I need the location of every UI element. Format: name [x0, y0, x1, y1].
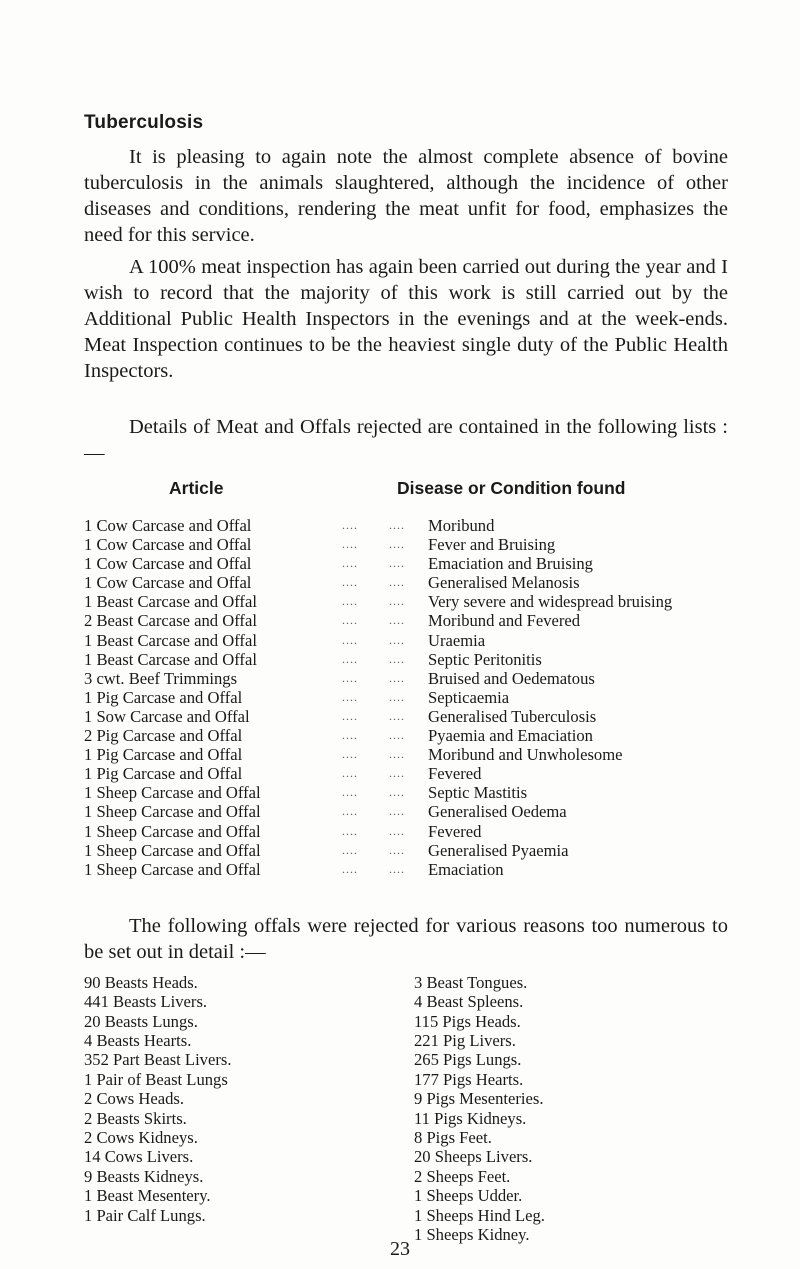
list-item: 2 Cows Heads.: [84, 1089, 185, 1109]
leader-dots: ....: [389, 804, 405, 819]
table-row: [84, 669, 728, 688]
row-article: 1 Sheep Carcase and Offal: [84, 783, 261, 803]
row-article: 1 Sheep Carcase and Offal: [84, 859, 261, 879]
offals-right-column: [414, 973, 545, 1245]
leader-dots: ....: [389, 632, 405, 647]
leader-dots: ....: [389, 842, 405, 857]
details-section: [84, 414, 728, 879]
row-article: 1 Cow Carcase and Offal: [84, 573, 252, 593]
leader-dots: ....: [389, 766, 405, 781]
list-item: 8 Pigs Feet.: [414, 1128, 492, 1148]
row-disease: Generalised Tuberculosis: [428, 706, 597, 726]
leader-dots: ....: [342, 537, 358, 552]
row-article: 1 Sow Carcase and Offal: [84, 706, 250, 726]
list-item: 4 Beasts Hearts.: [84, 1031, 192, 1050]
table-row: [84, 707, 728, 726]
paragraph-1: It is pleasing to again note the almost complete absence of bovine tuberculosis in the animals slaughtered, although the incidence of other diseases and conditions, rendering the meat unfit for food, emphasizes the need for this service.: [84, 146, 728, 246]
row-article: 2 Beast Carcase and Offal: [84, 611, 257, 631]
leader-dots: ....: [342, 613, 358, 628]
row-article: 1 Beast Carcase and Offal: [84, 592, 257, 612]
leader-dots: ....: [342, 594, 358, 609]
table-row: [84, 783, 728, 802]
table-row: [84, 573, 728, 592]
list-item: 1 Sheeps Hind Leg.: [414, 1205, 545, 1225]
list-item: 90 Beasts Heads.: [84, 972, 198, 992]
list-item: 1 Pair Calf Lungs.: [84, 1205, 206, 1225]
row-disease: Fever and Bruising: [428, 535, 556, 555]
row-disease: Pyaemia and Emaciation: [428, 726, 593, 746]
table-row: [84, 822, 728, 841]
offals-left-column: [84, 973, 231, 1225]
list-item: 1 Sheeps Kidney.: [414, 1225, 530, 1245]
section-title: Tuberculosis: [84, 112, 204, 133]
table-row: [84, 554, 728, 573]
leader-dots: ....: [342, 651, 358, 666]
numerous-intro: The following offals were rejected for various reasons too numerous to be set out in detail :—: [84, 914, 728, 963]
row-article: 1 Sheep Carcase and Offal: [84, 821, 261, 841]
list-item: 2 Sheeps Feet.: [414, 1166, 511, 1186]
table-row: [84, 745, 728, 764]
leader-dots: ....: [342, 708, 358, 723]
row-disease: Bruised and Oedematous: [428, 668, 595, 688]
row-article: 1 Sheep Carcase and Offal: [84, 840, 261, 860]
leader-dots: ....: [389, 556, 405, 571]
list-item: 2 Beasts Skirts.: [84, 1108, 187, 1128]
leader-dots: ....: [342, 842, 358, 857]
row-article: 1 Cow Carcase and Offal: [84, 535, 252, 555]
row-disease: Generalised Pyaemia: [428, 840, 569, 860]
row-disease: Septic Peritonitis: [428, 649, 542, 669]
leader-dots: ....: [342, 670, 358, 685]
row-article: 2 Pig Carcase and Offal: [84, 726, 243, 746]
leader-dots: ....: [389, 651, 405, 666]
list-item: 9 Pigs Mesenteries.: [414, 1089, 544, 1109]
leader-dots: ....: [342, 747, 358, 762]
row-disease: Moribund: [428, 516, 495, 535]
details-intro: Details of Meat and Offals rejected are contained in the following lists :—: [84, 416, 728, 464]
list-item: 11 Pigs Kidneys.: [414, 1108, 527, 1128]
numerous-section: [84, 913, 728, 1245]
table-row: [84, 516, 728, 535]
rejection-table: [84, 516, 728, 879]
table-header: [84, 478, 728, 502]
row-article: 1 Cow Carcase and Offal: [84, 516, 252, 535]
leader-dots: ....: [389, 823, 405, 838]
row-disease: Very severe and widespread bruising: [428, 592, 673, 612]
row-disease: Moribund and Fevered: [428, 611, 581, 631]
row-article: 1 Pig Carcase and Offal: [84, 764, 243, 784]
row-disease: Fevered: [428, 764, 482, 784]
leader-dots: ....: [342, 556, 358, 571]
row-disease: Septic Mastitis: [428, 783, 528, 803]
leader-dots: ....: [389, 708, 405, 723]
row-article: 1 Sheep Carcase and Offal: [84, 802, 261, 822]
document-page: [84, 112, 728, 1245]
list-item: 352 Part Beast Livers.: [84, 1050, 232, 1070]
table-row: [84, 650, 728, 669]
row-disease: Fevered: [428, 821, 482, 841]
row-article: 1 Beast Carcase and Offal: [84, 630, 257, 650]
row-article: 1 Pig Carcase and Offal: [84, 745, 243, 765]
leader-dots: ....: [389, 537, 405, 552]
list-item: 14 Cows Livers.: [84, 1147, 194, 1167]
leader-dots: ....: [342, 728, 358, 743]
row-article: 3 cwt. Beef Trimmings: [84, 668, 238, 688]
list-item: 2 Cows Kidneys.: [84, 1128, 198, 1148]
leader-dots: ....: [342, 785, 358, 800]
header-disease: Disease or Condition found: [397, 478, 626, 498]
leader-dots: ....: [342, 861, 358, 876]
table-row: [84, 611, 728, 630]
table-row: [84, 592, 728, 611]
table-row: [84, 802, 728, 821]
row-disease: Moribund and Unwholesome: [428, 745, 623, 765]
list-item: 9 Beasts Kidneys.: [84, 1166, 204, 1186]
list-item: 265 Pigs Lungs.: [414, 1050, 522, 1070]
leader-dots: ....: [342, 823, 358, 838]
leader-dots: ....: [389, 689, 405, 704]
list-item: 221 Pig Livers.: [414, 1031, 516, 1050]
table-row: [84, 860, 728, 879]
leader-dots: ....: [389, 861, 405, 876]
row-article: 1 Cow Carcase and Offal: [84, 554, 252, 574]
header-article: Article: [169, 478, 224, 498]
table-row: [84, 841, 728, 860]
row-disease: Generalised Melanosis: [428, 573, 580, 593]
leader-dots: ....: [342, 804, 358, 819]
leader-dots: ....: [389, 670, 405, 685]
row-disease: Septicaemia: [428, 687, 510, 707]
leader-dots: ....: [342, 518, 358, 532]
row-disease: Uraemia: [428, 630, 486, 650]
leader-dots: ....: [389, 594, 405, 609]
table-row: [84, 688, 728, 707]
leader-dots: ....: [389, 747, 405, 762]
leader-dots: ....: [389, 575, 405, 590]
list-item: 441 Beasts Livers.: [84, 992, 208, 1012]
list-item: 1 Sheeps Udder.: [414, 1186, 523, 1206]
leader-dots: ....: [342, 689, 358, 704]
row-article: 1 Pig Carcase and Offal: [84, 687, 243, 707]
leader-dots: ....: [342, 575, 358, 590]
paragraph-2: A 100% meat inspection has again been carried out during the year and I wish to record that the majority of this work is still carried out by the Additional Public Health Inspectors in the evenings and at the week-ends. Meat Inspection continues to be the heaviest single duty of the Public Health Inspectors.: [84, 256, 728, 382]
list-item: 177 Pigs Hearts.: [414, 1069, 524, 1089]
row-disease: Generalised Oedema: [428, 802, 567, 822]
table-row: [84, 631, 728, 650]
list-item: 4 Beast Spleens.: [414, 992, 524, 1012]
list-item: 20 Beasts Lungs.: [84, 1011, 198, 1031]
list-item: 115 Pigs Heads.: [414, 1011, 521, 1031]
leader-dots: ....: [389, 613, 405, 628]
row-article: 1 Beast Carcase and Offal: [84, 649, 257, 669]
table-row: [84, 535, 728, 554]
leader-dots: ....: [342, 632, 358, 647]
page-number: 23: [390, 1238, 410, 1260]
list-item: 3 Beast Tongues.: [414, 972, 528, 992]
table-row: [84, 726, 728, 745]
row-disease: Emaciation and Bruising: [428, 554, 593, 574]
list-item: 1 Beast Mesentery.: [84, 1186, 211, 1206]
leader-dots: ....: [342, 766, 358, 781]
list-item: 20 Sheeps Livers.: [414, 1147, 533, 1167]
table-row: [84, 764, 728, 783]
list-item: 1 Pair of Beast Lungs: [84, 1069, 228, 1089]
leader-dots: ....: [389, 518, 405, 532]
row-disease: Emaciation: [428, 859, 504, 879]
leader-dots: ....: [389, 728, 405, 743]
leader-dots: ....: [389, 785, 405, 800]
